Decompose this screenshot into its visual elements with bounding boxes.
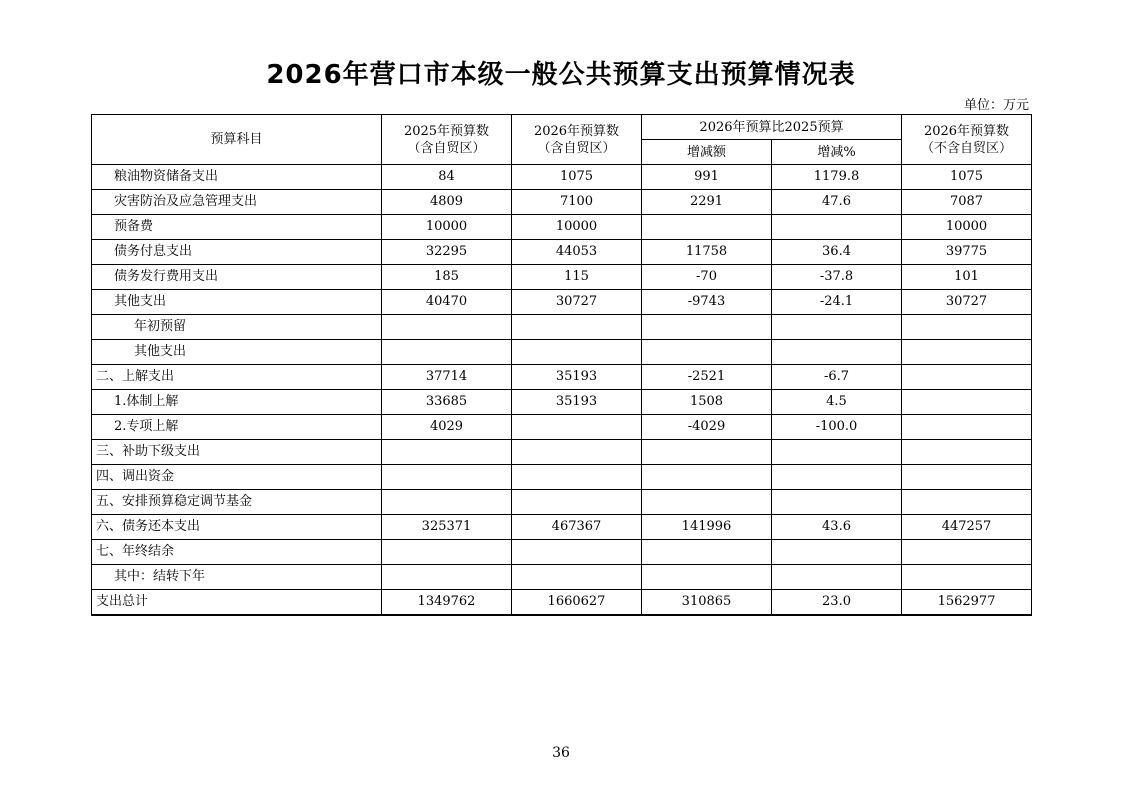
cell-2026-budget xyxy=(512,565,642,590)
cell-change-amount: -4029 xyxy=(642,415,772,440)
cell-change-amount: -2521 xyxy=(642,365,772,390)
header-2025-budget xyxy=(382,115,512,165)
table-row xyxy=(92,165,1032,190)
cell-change-pct: 36.4 xyxy=(772,240,902,265)
cell-subject: 预备费 xyxy=(92,215,382,240)
header-compare-group: 2026年预算比2025预算 xyxy=(642,115,902,140)
cell-change-pct: -24.1 xyxy=(772,290,902,315)
cell-subject: 二、上解支出 xyxy=(92,365,382,390)
header-2026-line2: （含自贸区） xyxy=(537,140,616,156)
cell-subject: 七、年终结余 xyxy=(92,540,382,565)
cell-change-pct xyxy=(772,440,902,465)
cell-2025-budget xyxy=(382,315,512,340)
table-row xyxy=(92,540,1032,565)
cell-2026-budget-excl: 1075 xyxy=(902,165,1032,190)
cell-change-pct: 43.6 xyxy=(772,515,902,540)
cell-subject: 2.专项上解 xyxy=(92,415,382,440)
header-2026-budget xyxy=(512,115,642,165)
header-2026-excl-line1: 2026年预算数 xyxy=(923,123,1010,139)
total-row xyxy=(92,590,1032,616)
table-row xyxy=(92,215,1032,240)
cell-change-amount xyxy=(642,465,772,490)
table-row xyxy=(92,340,1032,365)
cell-subject: 四、调出资金 xyxy=(92,465,382,490)
cell-2025-budget: 325371 xyxy=(382,515,512,540)
total-cell-2026-budget: 1660627 xyxy=(512,590,642,616)
cell-subject: 灾害防治及应急管理支出 xyxy=(92,190,382,215)
total-cell-change-pct: 23.0 xyxy=(772,590,902,616)
cell-2026-budget xyxy=(512,415,642,440)
cell-2026-budget: 10000 xyxy=(512,215,642,240)
table-row xyxy=(92,565,1032,590)
cell-2026-budget xyxy=(512,315,642,340)
cell-change-amount xyxy=(642,565,772,590)
cell-change-amount xyxy=(642,315,772,340)
cell-2026-budget: 30727 xyxy=(512,290,642,315)
cell-2026-budget-excl: 101 xyxy=(902,265,1032,290)
cell-change-amount: 11758 xyxy=(642,240,772,265)
table-row xyxy=(92,365,1032,390)
cell-change-amount: -70 xyxy=(642,265,772,290)
cell-2026-budget: 467367 xyxy=(512,515,642,540)
unit-note: 单位：万元 xyxy=(963,98,1029,113)
cell-change-pct: -37.8 xyxy=(772,265,902,290)
cell-change-amount: -9743 xyxy=(642,290,772,315)
cell-change-pct xyxy=(772,540,902,565)
cell-change-pct xyxy=(772,340,902,365)
cell-2026-budget-excl xyxy=(902,440,1032,465)
table-body xyxy=(92,165,1032,616)
cell-2025-budget xyxy=(382,340,512,365)
cell-2026-budget-excl xyxy=(902,415,1032,440)
cell-subject: 三、补助下级支出 xyxy=(92,440,382,465)
cell-subject: 粮油物资储备支出 xyxy=(92,165,382,190)
header-2026-line1: 2026年预算数 xyxy=(533,123,620,139)
cell-2026-budget xyxy=(512,540,642,565)
cell-2026-budget-excl: 30727 xyxy=(902,290,1032,315)
table-row xyxy=(92,440,1032,465)
cell-2025-budget: 10000 xyxy=(382,215,512,240)
cell-2025-budget: 40470 xyxy=(382,290,512,315)
table-row xyxy=(92,315,1032,340)
cell-2025-budget xyxy=(382,490,512,515)
table-row xyxy=(92,515,1032,540)
cell-change-pct: 47.6 xyxy=(772,190,902,215)
cell-2026-budget-excl: 447257 xyxy=(902,515,1032,540)
cell-2026-budget: 115 xyxy=(512,265,642,290)
cell-2025-budget: 4029 xyxy=(382,415,512,440)
cell-2025-budget: 84 xyxy=(382,165,512,190)
table-row xyxy=(92,490,1032,515)
cell-change-pct: 4.5 xyxy=(772,390,902,415)
cell-subject: 年初预留 xyxy=(92,315,382,340)
table-row xyxy=(92,390,1032,415)
cell-change-amount: 141996 xyxy=(642,515,772,540)
cell-2026-budget-excl xyxy=(902,365,1032,390)
cell-2025-budget: 4809 xyxy=(382,190,512,215)
cell-2025-budget: 37714 xyxy=(382,365,512,390)
table-row xyxy=(92,415,1032,440)
cell-subject: 其他支出 xyxy=(92,290,382,315)
cell-subject: 其他支出 xyxy=(92,340,382,365)
cell-2026-budget: 7100 xyxy=(512,190,642,215)
cell-subject: 六、债务还本支出 xyxy=(92,515,382,540)
cell-2025-budget: 185 xyxy=(382,265,512,290)
cell-2026-budget: 1075 xyxy=(512,165,642,190)
cell-2026-budget-excl: 39775 xyxy=(902,240,1032,265)
cell-subject: 其中：结转下年 xyxy=(92,565,382,590)
cell-2026-budget-excl xyxy=(902,465,1032,490)
table-row xyxy=(92,465,1032,490)
cell-change-pct xyxy=(772,565,902,590)
header-2026-budget-excl xyxy=(902,115,1032,165)
cell-change-pct xyxy=(772,490,902,515)
cell-2026-budget-excl: 7087 xyxy=(902,190,1032,215)
cell-subject: 债务付息支出 xyxy=(92,240,382,265)
cell-2025-budget xyxy=(382,540,512,565)
cell-2025-budget: 33685 xyxy=(382,390,512,415)
table-row xyxy=(92,265,1032,290)
total-cell-2026-budget-excl: 1562977 xyxy=(902,590,1032,616)
cell-change-amount xyxy=(642,340,772,365)
header-subject: 预算科目 xyxy=(92,115,382,165)
cell-2025-budget xyxy=(382,565,512,590)
table-row xyxy=(92,240,1032,265)
cell-2026-budget xyxy=(512,465,642,490)
header-2025-line1: 2025年预算数 xyxy=(403,123,490,139)
budget-table xyxy=(91,114,1032,616)
cell-change-amount xyxy=(642,540,772,565)
cell-change-pct xyxy=(772,465,902,490)
cell-change-amount xyxy=(642,440,772,465)
cell-subject: 1.体制上解 xyxy=(92,390,382,415)
header-change-amount: 增减额 xyxy=(642,140,772,165)
page-number: 36 xyxy=(552,745,570,761)
cell-change-pct: -100.0 xyxy=(772,415,902,440)
total-label: 支出总计 xyxy=(92,590,382,616)
page-title: 2026年营口市本级一般公共预算支出预算情况表 xyxy=(266,60,856,90)
cell-subject: 债务发行费用支出 xyxy=(92,265,382,290)
total-cell-change-amount: 310865 xyxy=(642,590,772,616)
total-cell-2025-budget: 1349762 xyxy=(382,590,512,616)
cell-change-amount xyxy=(642,490,772,515)
cell-change-amount: 991 xyxy=(642,165,772,190)
cell-2026-budget: 44053 xyxy=(512,240,642,265)
cell-2026-budget-excl xyxy=(902,540,1032,565)
cell-2026-budget-excl: 10000 xyxy=(902,215,1032,240)
cell-2026-budget-excl xyxy=(902,490,1032,515)
table-row xyxy=(92,290,1032,315)
cell-change-amount: 2291 xyxy=(642,190,772,215)
cell-change-pct xyxy=(772,215,902,240)
cell-2026-budget-excl xyxy=(902,315,1032,340)
cell-change-pct: 1179.8 xyxy=(772,165,902,190)
cell-2025-budget xyxy=(382,440,512,465)
table-header xyxy=(92,115,1032,165)
header-change-pct: 增减% xyxy=(772,140,902,165)
cell-2026-budget xyxy=(512,490,642,515)
cell-2026-budget xyxy=(512,440,642,465)
cell-2026-budget: 35193 xyxy=(512,365,642,390)
cell-change-pct xyxy=(772,315,902,340)
cell-2026-budget-excl xyxy=(902,390,1032,415)
header-2025-line2: （含自贸区） xyxy=(407,140,486,156)
cell-change-amount xyxy=(642,215,772,240)
cell-subject: 五、安排预算稳定调节基金 xyxy=(92,490,382,515)
header-2026-excl-line2: （不含自贸区） xyxy=(921,140,1013,156)
cell-2025-budget xyxy=(382,465,512,490)
cell-2025-budget: 32295 xyxy=(382,240,512,265)
cell-2026-budget: 35193 xyxy=(512,390,642,415)
cell-2026-budget-excl xyxy=(902,340,1032,365)
cell-change-pct: -6.7 xyxy=(772,365,902,390)
cell-2026-budget-excl xyxy=(902,565,1032,590)
cell-2026-budget xyxy=(512,340,642,365)
cell-change-amount: 1508 xyxy=(642,390,772,415)
table-row xyxy=(92,190,1032,215)
